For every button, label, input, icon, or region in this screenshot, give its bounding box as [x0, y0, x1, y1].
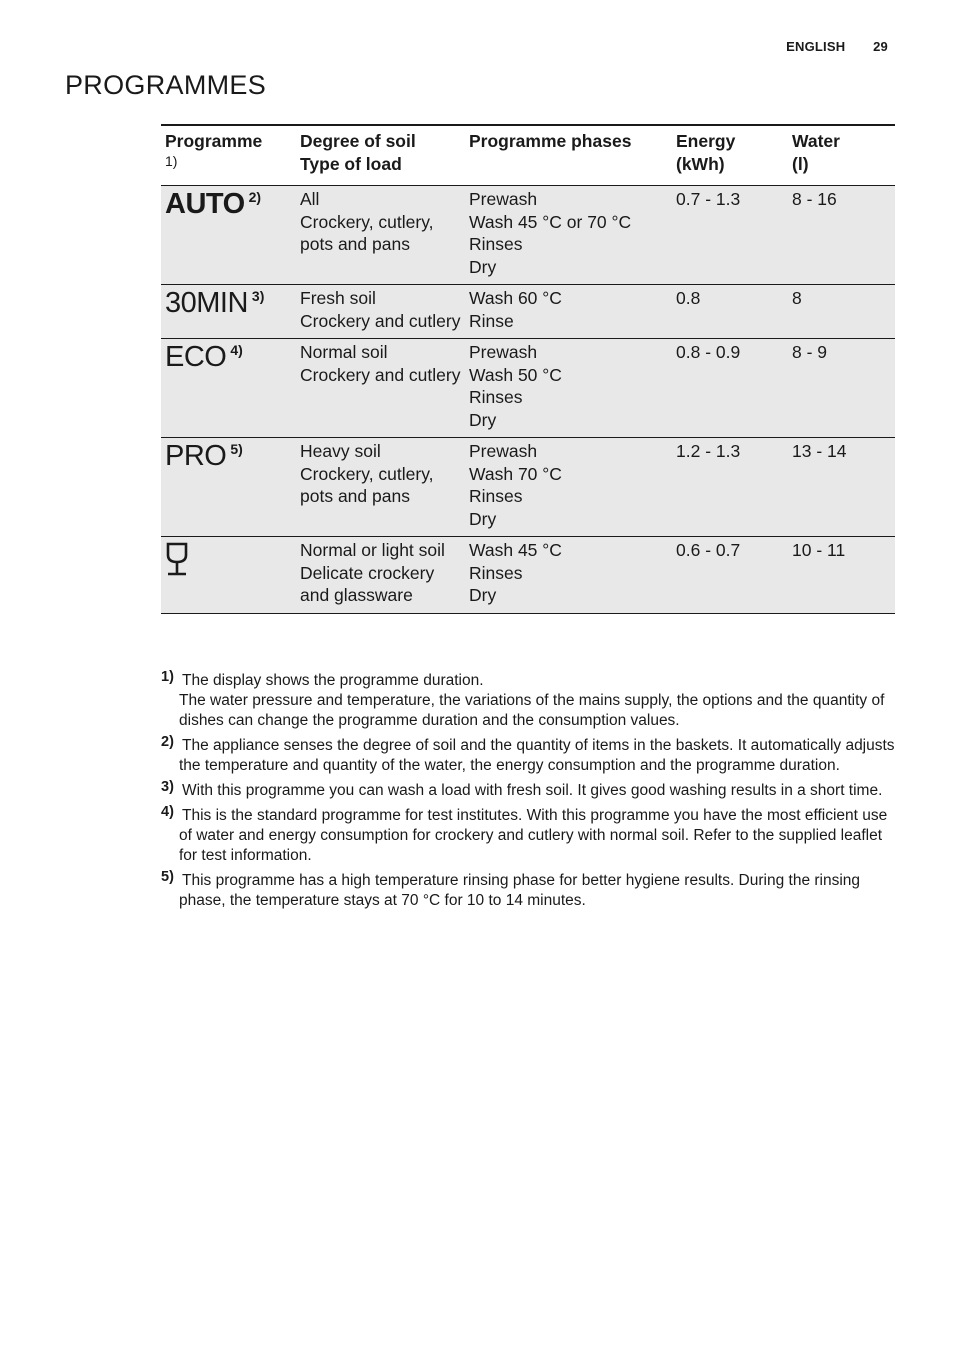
soil-cell: Normal or light soil Delicate crockery and glassware	[296, 537, 465, 614]
footnote-4	[161, 806, 896, 866]
table-row	[161, 285, 895, 339]
footnote-1	[161, 671, 896, 731]
footnote-ref: 2)	[248, 189, 262, 205]
phases-cell: Prewash Wash 50 °C Rinses Dry	[465, 339, 672, 438]
energy-cell: 1.2 - 1.3	[672, 438, 788, 537]
water-cell: 8 - 16	[788, 186, 895, 285]
header-programme-footnote-ref: 1)	[165, 152, 178, 169]
table-header-row	[161, 125, 895, 186]
header-water: Water (l)	[788, 125, 895, 186]
footnote-2	[161, 736, 896, 776]
footnote-ref: 5)	[230, 441, 243, 457]
footnote-number: 3)	[161, 779, 174, 795]
header-language: ENGLISH	[786, 39, 846, 54]
programme-30min: 30MIN	[165, 287, 248, 319]
programme-cell	[161, 186, 296, 285]
footnote-ref: 3)	[251, 288, 265, 304]
programme-eco: ECO	[165, 341, 227, 373]
footnote-number: 2)	[161, 734, 174, 750]
header-programme: Programme 1)	[161, 125, 296, 186]
header-energy: Energy (kWh)	[672, 125, 788, 186]
footnotes	[161, 671, 896, 916]
page-header	[786, 39, 888, 54]
energy-cell: 0.8 - 0.9	[672, 339, 788, 438]
table-row	[161, 339, 895, 438]
footnote-number: 4)	[161, 804, 174, 820]
water-cell: 13 - 14	[788, 438, 895, 537]
page-number: 29	[873, 39, 888, 54]
table-row	[161, 438, 895, 537]
page-title: PROGRAMMES	[65, 70, 267, 100]
soil-cell: All Crockery, cutlery, pots and pans	[296, 186, 465, 285]
energy-cell: 0.6 - 0.7	[672, 537, 788, 614]
footnote-text: This is the standard programme for test institutes. With this programme you have the most efficient use of water and energy consumption for crockery and cutlery with normal soil. Refer to the supplied leaflet for test information.	[179, 807, 888, 864]
water-cell: 8 - 9	[788, 339, 895, 438]
phases-cell: Wash 60 °C Rinse	[465, 285, 672, 339]
footnote-text: This programme has a high temperature rinsing phase for better hygiene results. During the rinsing phase, the temperature stays at 70 °C for 10 to 14 minutes.	[179, 872, 861, 909]
table-row	[161, 537, 895, 614]
programme-cell	[161, 438, 296, 537]
phases-cell: Wash 45 °C Rinses Dry	[465, 537, 672, 614]
footnote-ref: 4)	[230, 342, 243, 358]
header-programme-phases: Programme phases	[465, 125, 672, 186]
footnote-5	[161, 871, 896, 911]
footnote-3	[161, 781, 896, 801]
energy-cell: 0.8	[672, 285, 788, 339]
energy-cell: 0.7 - 1.3	[672, 186, 788, 285]
programme-cell	[161, 537, 296, 614]
soil-cell: Normal soil Crockery and cutlery	[296, 339, 465, 438]
water-cell: 10 - 11	[788, 537, 895, 614]
wine-glass-icon	[165, 541, 189, 577]
footnote-number: 5)	[161, 869, 174, 885]
programme-cell	[161, 285, 296, 339]
footnote-text: The display shows the programme duration. The water pressure and temperature, the variations of the mains supply, the options and the quantity of dishes can change the programme duration and the consumption values.	[179, 672, 885, 729]
programme-auto: AUTO	[165, 188, 245, 220]
water-cell: 8	[788, 285, 895, 339]
footnote-text: The appliance senses the degree of soil and the quantity of items in the baskets. It automatically adjusts the temperature and quantity of the water, the energy consumption and the programme duration.	[179, 737, 895, 774]
programmes-table	[161, 124, 895, 614]
table-row	[161, 186, 895, 285]
header-degree-of-soil: Degree of soil Type of load	[296, 125, 465, 186]
programme-pro: PRO	[165, 440, 227, 472]
phases-cell: Prewash Wash 70 °C Rinses Dry	[465, 438, 672, 537]
phases-cell: Prewash Wash 45 °C or 70 °C Rinses Dry	[465, 186, 672, 285]
soil-cell: Heavy soil Crockery, cutlery, pots and pans	[296, 438, 465, 537]
soil-cell: Fresh soil Crockery and cutlery	[296, 285, 465, 339]
footnote-number: 1)	[161, 669, 174, 685]
footnote-text: With this programme you can wash a load with fresh soil. It gives good washing results in a short time.	[182, 782, 883, 799]
programme-cell	[161, 339, 296, 438]
